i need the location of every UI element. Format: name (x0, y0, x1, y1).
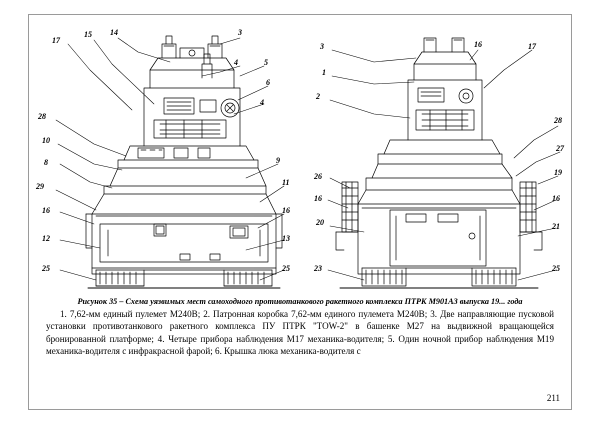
callout-label: 9 (276, 156, 280, 165)
callout-label: 29 (36, 182, 44, 191)
callout-label: 20 (316, 218, 324, 227)
callout-label: 4 (234, 58, 238, 67)
figure-illustration (34, 18, 566, 290)
callout-label: 16 (314, 194, 322, 203)
callout-label: 28 (38, 112, 46, 121)
figure-legend-text (46, 308, 554, 358)
callout-label: 14 (110, 28, 118, 37)
callout-label: 1 (322, 68, 326, 77)
callout-label: 25 (552, 264, 560, 273)
callout-label: 12 (42, 234, 50, 243)
callout-label: 25 (42, 264, 50, 273)
callout-label: 4 (260, 98, 264, 107)
vehicle-diagram-svg (34, 18, 566, 290)
page-number: 211 (546, 393, 560, 403)
callout-label: 27 (556, 144, 564, 153)
callout-label: 26 (314, 172, 322, 181)
callout-label: 28 (554, 116, 562, 125)
callout-label: 16 (552, 194, 560, 203)
callout-label: 10 (42, 136, 50, 145)
callout-label: 17 (528, 42, 536, 51)
callout-label: 15 (84, 30, 92, 39)
callout-label: 16 (42, 206, 50, 215)
callout-label: 8 (44, 158, 48, 167)
callout-label: 3 (320, 42, 324, 51)
callout-label: 16 (282, 206, 290, 215)
callout-label: 6 (266, 78, 270, 87)
callout-label: 16 (474, 40, 482, 49)
callout-label: 3 (238, 28, 242, 37)
callout-label: 5 (264, 58, 268, 67)
callout-label: 21 (552, 222, 560, 231)
callout-label: 11 (282, 178, 290, 187)
callout-label: 19 (554, 168, 562, 177)
callout-label: 2 (316, 92, 320, 101)
callout-label: 13 (282, 234, 290, 243)
figure-caption: Рисунок 35 – Схема уязвимых мест самоходного противотанкового ракетного комплекса ПТРК М901А3 выпуска 19... года (77, 297, 523, 306)
callout-label: 25 (282, 264, 290, 273)
callout-label: 17 (52, 36, 60, 45)
legend-paragraph: 1. 7,62-мм единый пулемет М240В; 2. Патронная коробка 7,62-мм единого пулемета М240В; 3. Две направляющие пусковой установки противотанкового ракетного комплекса ПУ ПТРК "TOW-2" в башенке М27 на выдвижной вращающейся бронированной платформе; 4. Четыре прибора наблюдения М17 механика-водителя; 5. Один ночной прибор наблюдения М19 механика-водителя с инфракрасной фарой; 6. Крышка люка механика-водителя с (46, 309, 554, 357)
callout-label: 23 (314, 264, 322, 273)
